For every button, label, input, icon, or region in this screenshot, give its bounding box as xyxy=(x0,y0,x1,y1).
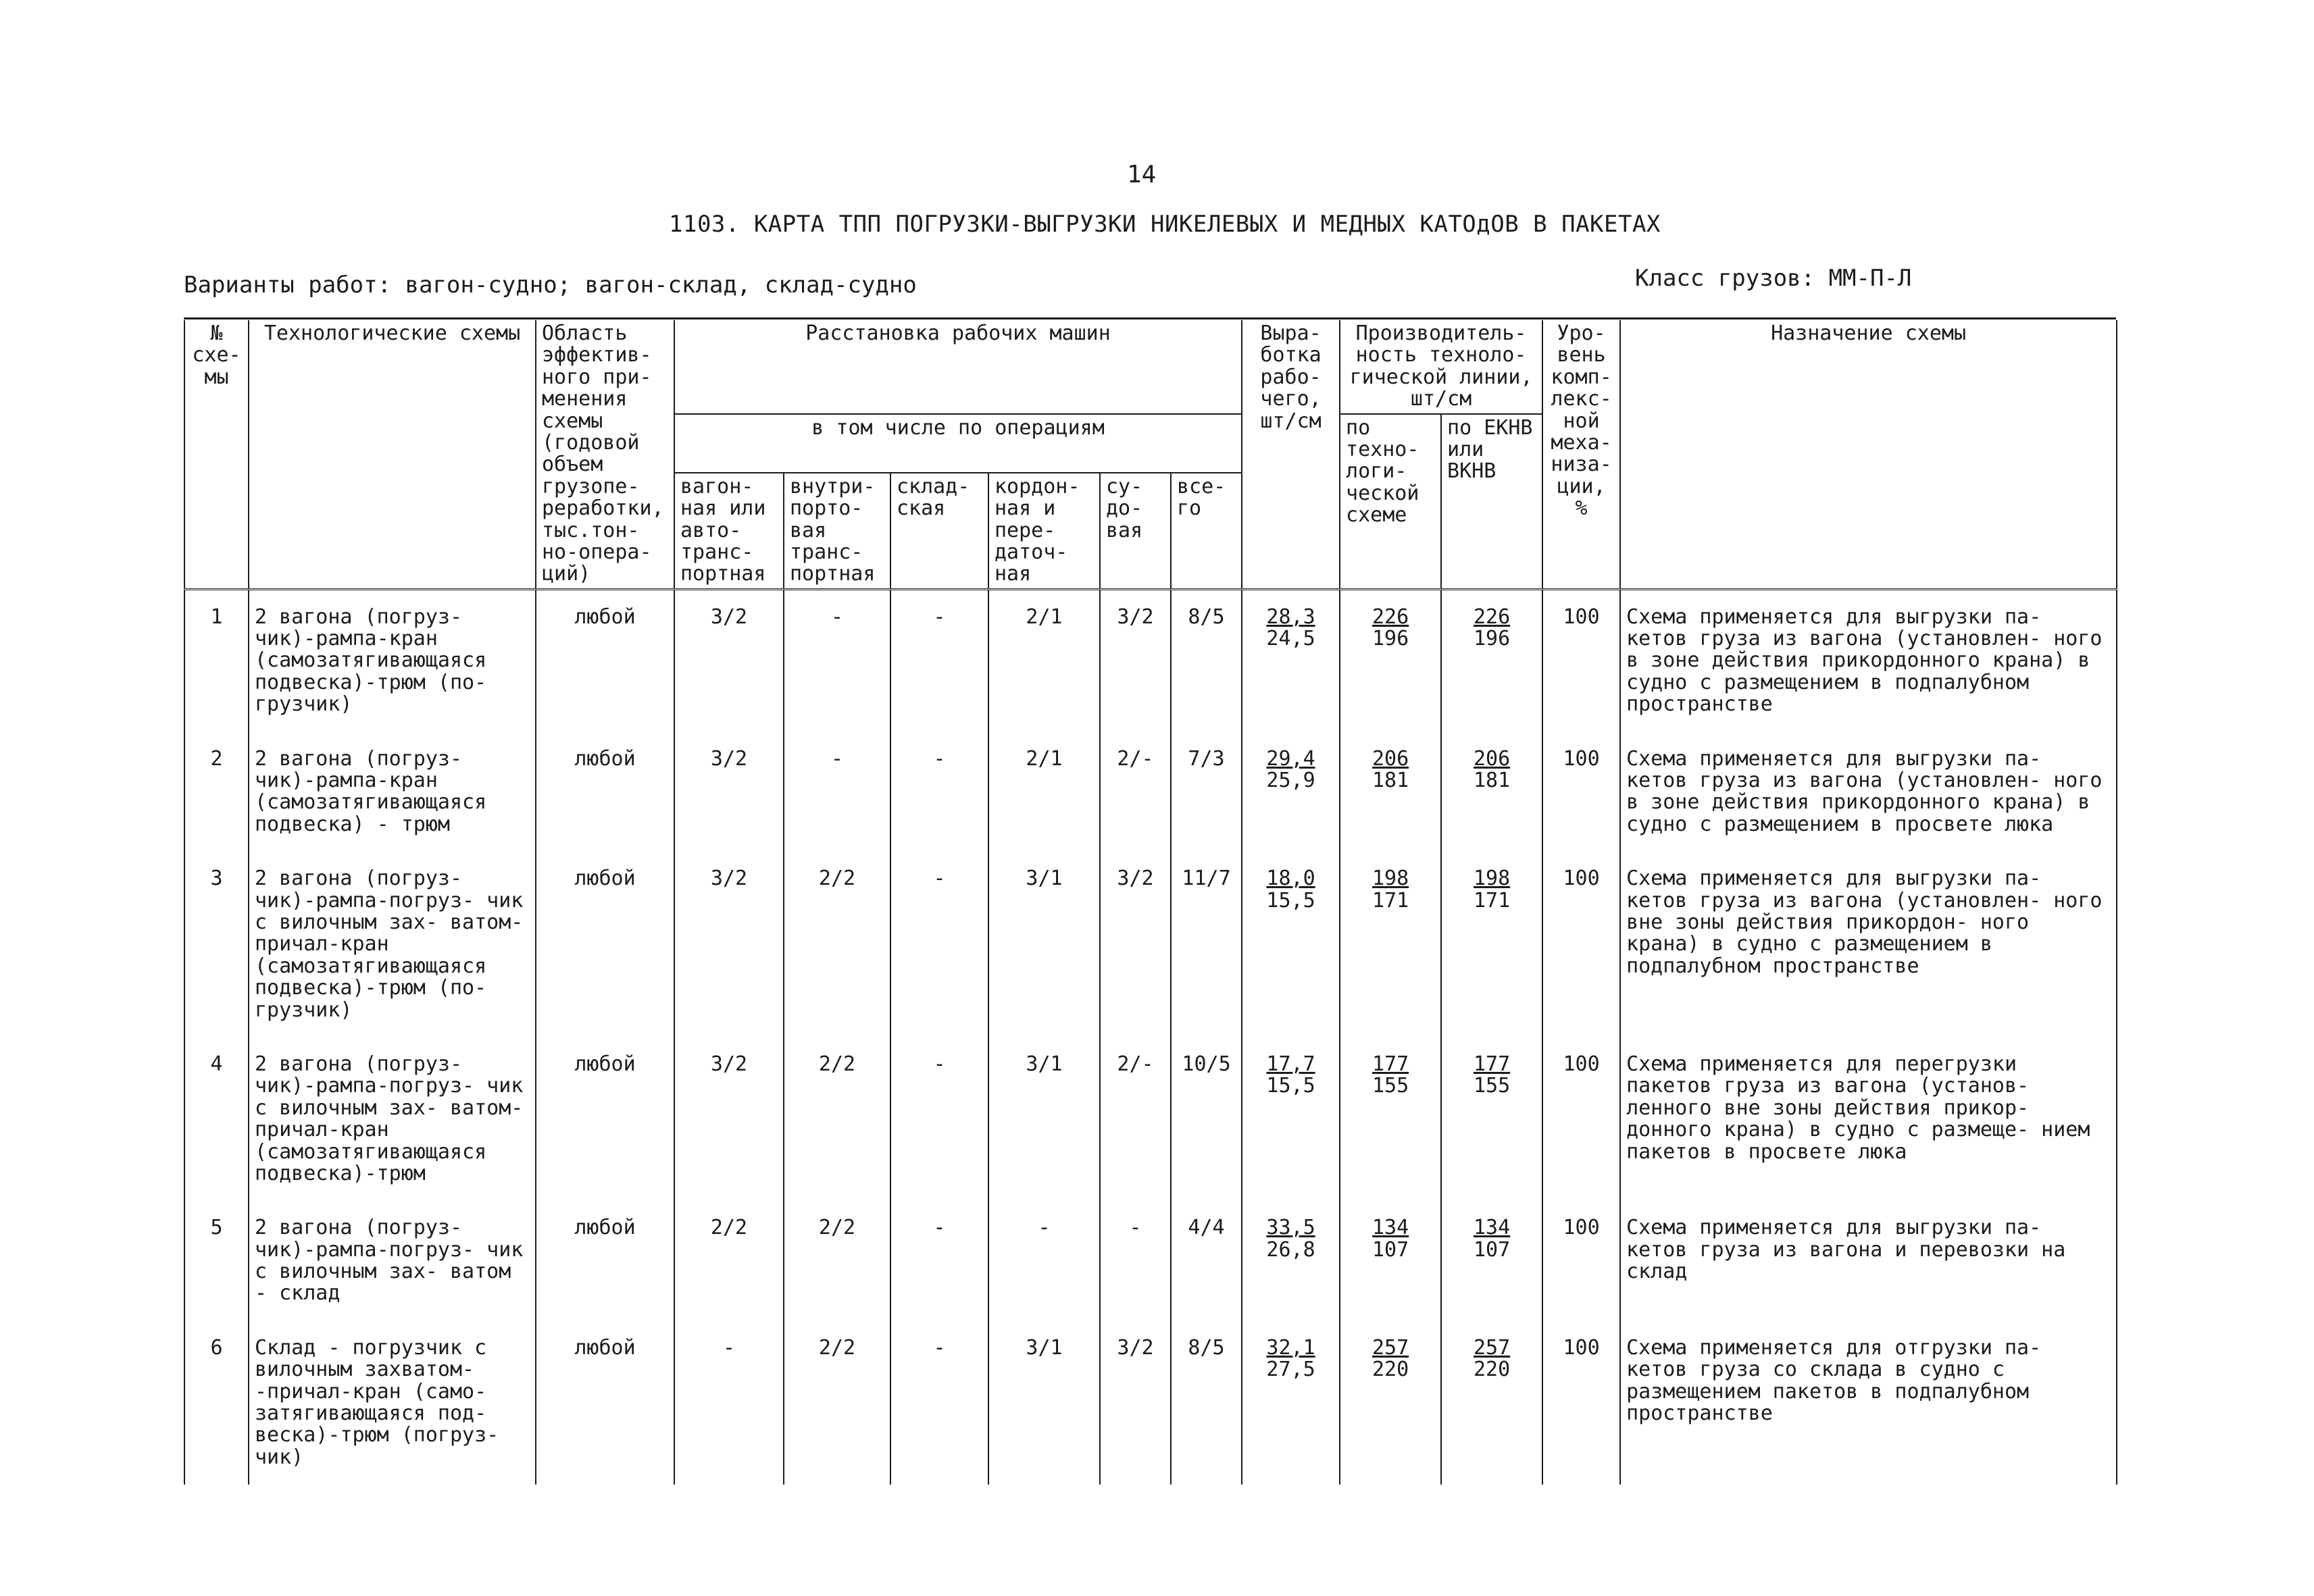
row-num: 6 xyxy=(184,1321,249,1485)
row-prod-scheme-top: 198 xyxy=(1372,867,1409,891)
row-op-total: 7/3 xyxy=(1171,732,1242,852)
row-area: любой xyxy=(536,732,674,852)
work-variants: Варианты работ: вагон-судно; вагон-склад, склад-судно xyxy=(184,272,917,299)
row-prod-ekhnv-top: 134 xyxy=(1473,1216,1511,1240)
row-scheme: 2 вагона (погруз- чик)-рампа-погруз- чик с вилочным зах- ватом-причал-кран (самозатягивающаяся подвеска)-трюм (по- грузчик) xyxy=(249,852,536,1037)
row-prod-scheme-bottom: 171 xyxy=(1372,888,1409,912)
header-op-internal: внутри- порто- вая транс- портная xyxy=(784,473,890,589)
row-op-internal: - xyxy=(784,589,890,731)
table-row xyxy=(184,589,2117,731)
header-op-wagon: вагон- ная или авто- транс- портная xyxy=(674,473,784,589)
row-prod-ekhnv-top: 198 xyxy=(1473,867,1511,891)
row-prod-ekhnv-top: 226 xyxy=(1473,604,1511,629)
header-num: № схе- мы xyxy=(184,320,249,589)
row-output xyxy=(1242,1037,1340,1201)
row-op-ship: 2/- xyxy=(1100,1037,1171,1201)
row-scheme: Склад - погрузчик с вилочным захватом- -причал-кран (само- затягивающаяся под- веска)-трюм (погруз- чик) xyxy=(249,1321,536,1485)
row-prod-ekhnv xyxy=(1441,1321,1542,1485)
row-output-bottom: 26,8 xyxy=(1266,1237,1315,1262)
header-op-kordon: кордон- ная и пере- даточ- ная xyxy=(988,473,1100,589)
row-op-wagon: - xyxy=(674,1321,784,1485)
header-area: Область эффектив- ного при- менения схемы (годовой объем грузопе- реработки, тыс.тон- но-опера- ций) xyxy=(536,320,674,589)
row-op-total: 10/5 xyxy=(1171,1037,1242,1201)
row-area: любой xyxy=(536,1321,674,1485)
row-op-wagon: 3/2 xyxy=(674,1037,784,1201)
row-scheme: 2 вагона (погруз- чик)-рампа-погруз- чик с вилочным зах- ватом - склад xyxy=(249,1201,536,1321)
row-output-top: 28,3 xyxy=(1266,604,1315,629)
row-op-ship: 3/2 xyxy=(1100,852,1171,1037)
row-prod-ekhnv-bottom: 171 xyxy=(1473,888,1511,912)
row-prod-ekhnv xyxy=(1441,1037,1542,1201)
row-purpose: Схема применяется для выгрузки па- кетов груза из вагона (установлен- ного в зоне действия прикордонного крана) в судно с размещением в просвете люка xyxy=(1620,732,2117,852)
row-op-warehouse: - xyxy=(890,852,988,1037)
row-prod-ekhnv-top: 257 xyxy=(1473,1335,1511,1360)
row-num: 5 xyxy=(184,1201,249,1321)
row-op-kordon: 3/1 xyxy=(988,852,1100,1037)
row-op-wagon: 3/2 xyxy=(674,732,784,852)
row-prod-ekhnv-bottom: 181 xyxy=(1473,769,1511,793)
row-purpose: Схема применяется для отгрузки па- кетов груза со склада в судно с размещением пакетов в подпалубном пространстве xyxy=(1620,1321,2117,1485)
row-op-internal: 2/2 xyxy=(784,852,890,1037)
row-op-warehouse: - xyxy=(890,732,988,852)
row-area: любой xyxy=(536,1037,674,1201)
table-row xyxy=(184,732,2117,852)
row-output-bottom: 15,5 xyxy=(1266,888,1315,912)
row-prod-scheme-top: 177 xyxy=(1372,1052,1409,1076)
row-prod-scheme-top: 134 xyxy=(1372,1216,1409,1240)
row-prod-scheme xyxy=(1340,732,1441,852)
row-mech-level: 100 xyxy=(1542,1201,1620,1321)
row-output xyxy=(1242,589,1340,731)
row-prod-ekhnv-bottom: 155 xyxy=(1473,1074,1511,1098)
row-op-kordon: 2/1 xyxy=(988,732,1100,852)
row-output-bottom: 27,5 xyxy=(1266,1358,1315,1382)
row-op-internal: - xyxy=(784,732,890,852)
row-op-total: 8/5 xyxy=(1171,1321,1242,1485)
row-op-kordon: - xyxy=(988,1201,1100,1321)
row-op-internal: 2/2 xyxy=(784,1201,890,1321)
row-prod-scheme xyxy=(1340,1201,1441,1321)
row-prod-scheme-bottom: 196 xyxy=(1372,627,1409,651)
row-output-bottom: 25,9 xyxy=(1266,769,1315,793)
row-num: 1 xyxy=(184,589,249,731)
row-output-bottom: 24,5 xyxy=(1266,627,1315,651)
row-scheme: 2 вагона (погруз- чик)-рампа-погруз- чик с вилочным зах- ватом-причал-кран (самозатягивающаяся подвеска)-трюм xyxy=(249,1037,536,1201)
table-row xyxy=(184,852,2117,1037)
cargo-class: Класс грузов: ММ-П-Л xyxy=(1635,265,1912,292)
row-op-total: 4/4 xyxy=(1171,1201,1242,1321)
row-prod-scheme xyxy=(1340,1321,1441,1485)
row-prod-ekhnv-bottom: 220 xyxy=(1473,1358,1511,1382)
row-prod-scheme-top: 226 xyxy=(1372,604,1409,629)
row-op-warehouse: - xyxy=(890,1321,988,1485)
header-placement: Расстановка рабочих машин xyxy=(674,320,1242,414)
header-incl-ops: в том числе по операциям xyxy=(674,414,1242,473)
row-output-top: 29,4 xyxy=(1266,746,1315,771)
row-output-top: 32,1 xyxy=(1266,1335,1315,1360)
row-prod-scheme-top: 206 xyxy=(1372,746,1409,771)
header-op-warehouse: склад- ская xyxy=(890,473,988,589)
row-mech-level: 100 xyxy=(1542,1037,1620,1201)
row-prod-scheme-bottom: 181 xyxy=(1372,769,1409,793)
row-output-top: 18,0 xyxy=(1266,867,1315,891)
row-op-total: 8/5 xyxy=(1171,589,1242,731)
row-purpose: Схема применяется для выгрузки па- кетов груза из вагона (установлен- ного вне зоны действия прикордон- ного крана) в судно с размещением в подпалубном пространстве xyxy=(1620,852,2117,1037)
row-op-kordon: 3/1 xyxy=(988,1321,1100,1485)
header-op-ship: су- до- вая xyxy=(1100,473,1171,589)
header-schemes: Технологические схемы xyxy=(249,320,536,589)
row-prod-ekhnv-top: 206 xyxy=(1473,746,1511,771)
row-prod-ekhnv-bottom: 107 xyxy=(1473,1237,1511,1262)
row-prod-ekhnv-bottom: 196 xyxy=(1473,627,1511,651)
row-op-internal: 2/2 xyxy=(784,1037,890,1201)
row-output xyxy=(1242,852,1340,1037)
row-prod-scheme xyxy=(1340,589,1441,731)
row-area: любой xyxy=(536,1201,674,1321)
row-prod-ekhnv xyxy=(1441,732,1542,852)
row-prod-ekhnv xyxy=(1441,852,1542,1037)
header-mech-level: Уро- вень комп- лекс- ной меха- низа- ции, % xyxy=(1542,320,1620,589)
row-output xyxy=(1242,732,1340,852)
row-op-internal: 2/2 xyxy=(784,1321,890,1485)
row-num: 4 xyxy=(184,1037,249,1201)
header-output: Выра- ботка рабо- чего, шт/см xyxy=(1242,320,1340,589)
row-scheme: 2 вагона (погруз- чик)-рампа-кран (самозатягивающаяся подвеска)-трюм (по- грузчик) xyxy=(249,589,536,731)
row-prod-scheme-top: 257 xyxy=(1372,1335,1409,1360)
row-mech-level: 100 xyxy=(1542,852,1620,1037)
row-prod-scheme-bottom: 107 xyxy=(1372,1237,1409,1262)
row-area: любой xyxy=(536,589,674,731)
row-op-ship: 3/2 xyxy=(1100,589,1171,731)
row-prod-scheme xyxy=(1340,1037,1441,1201)
row-output-top: 17,7 xyxy=(1266,1052,1315,1076)
row-op-wagon: 3/2 xyxy=(674,852,784,1037)
header-prod-ekhnv: по ЕКНВ или ВКНВ xyxy=(1441,414,1542,590)
row-output-bottom: 15,5 xyxy=(1266,1074,1315,1098)
table-row xyxy=(184,1201,2117,1321)
row-op-wagon: 2/2 xyxy=(674,1201,784,1321)
row-op-warehouse: - xyxy=(890,1037,988,1201)
row-output xyxy=(1242,1201,1340,1321)
page-number: 14 xyxy=(1127,161,1157,188)
row-purpose: Схема применяется для выгрузки па- кетов груза из вагона и перевозки на склад xyxy=(1620,1201,2117,1321)
row-op-kordon: 3/1 xyxy=(988,1037,1100,1201)
header-purpose: Назначение схемы xyxy=(1620,320,2117,589)
row-op-kordon: 2/1 xyxy=(988,589,1100,731)
schemes-table xyxy=(184,320,2117,1485)
row-op-total: 11/7 xyxy=(1171,852,1242,1037)
row-op-ship: 2/- xyxy=(1100,732,1171,852)
table-row xyxy=(184,1321,2117,1485)
row-prod-ekhnv xyxy=(1441,589,1542,731)
row-mech-level: 100 xyxy=(1542,1321,1620,1485)
table-row xyxy=(184,1037,2117,1201)
row-output xyxy=(1242,1321,1340,1485)
row-prod-ekhnv-top: 177 xyxy=(1473,1052,1511,1076)
row-prod-scheme-bottom: 155 xyxy=(1372,1074,1409,1098)
row-output-top: 33,5 xyxy=(1266,1216,1315,1240)
row-mech-level: 100 xyxy=(1542,589,1620,731)
row-op-wagon: 3/2 xyxy=(674,589,784,731)
row-op-warehouse: - xyxy=(890,1201,988,1321)
row-scheme: 2 вагона (погруз- чик)-рампа-кран (самозатягивающаяся подвеска) - трюм xyxy=(249,732,536,852)
row-op-warehouse: - xyxy=(890,589,988,731)
row-op-ship: - xyxy=(1100,1201,1171,1321)
header-prod-scheme: по техно- логи- ческой схеме xyxy=(1340,414,1441,590)
row-prod-scheme-bottom: 220 xyxy=(1372,1358,1409,1382)
top-rule xyxy=(184,317,2116,319)
row-prod-scheme xyxy=(1340,852,1441,1037)
document-title: 1103. КАРТА ТПП ПОГРУЗКИ-ВЫГРУЗКИ НИКЕЛЕВЫХ И МЕДНЫХ КАТОдОВ В ПАКЕТАХ xyxy=(669,211,1661,238)
row-mech-level: 100 xyxy=(1542,732,1620,852)
row-purpose: Схема применяется для выгрузки па- кетов груза из вагона (установлен- ного в зоне действия прикордонного крана) в судно с размещением в подпалубном пространстве xyxy=(1620,589,2117,731)
header-op-total: все- го xyxy=(1171,473,1242,589)
header-productivity: Производитель- ность техноло- гической линии, шт/см xyxy=(1340,320,1542,414)
row-num: 2 xyxy=(184,732,249,852)
row-op-ship: 3/2 xyxy=(1100,1321,1171,1485)
row-prod-ekhnv xyxy=(1441,1201,1542,1321)
row-purpose: Схема применяется для перегрузки пакетов груза из вагона (установ- ленного вне зоны действия прикор- донного крана) в судно с размеще- нием пакетов в просвете люка xyxy=(1620,1037,2117,1201)
row-num: 3 xyxy=(184,852,249,1037)
row-area: любой xyxy=(536,852,674,1037)
